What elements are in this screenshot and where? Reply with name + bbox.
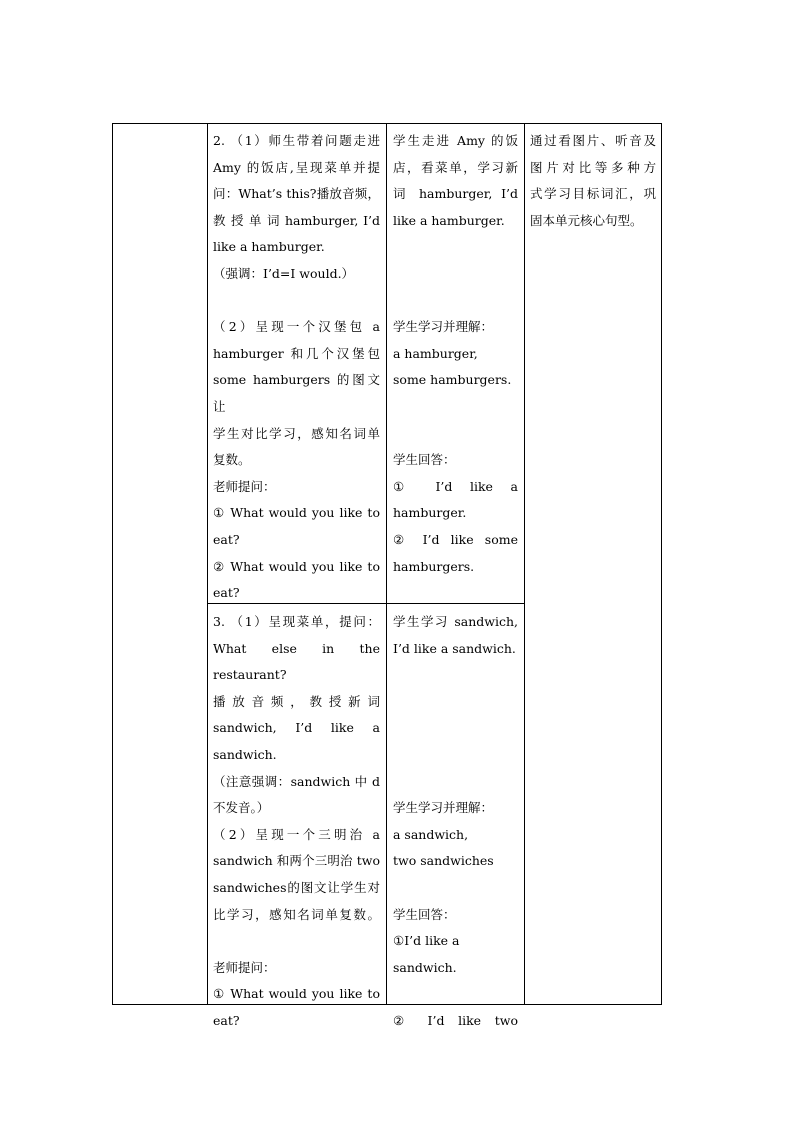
text-line: a hamburger, bbox=[393, 345, 478, 361]
text-line bbox=[393, 715, 518, 742]
teacher-activity-cell-1 bbox=[213, 128, 380, 607]
text-line: 老师提问： bbox=[213, 478, 276, 494]
text-line: 老师提问： bbox=[213, 959, 276, 975]
text-line: two sandwiches bbox=[393, 853, 494, 869]
text-line: （2）呈现一个汉堡包 a bbox=[213, 319, 380, 335]
text-line bbox=[393, 234, 518, 261]
text-line: a sandwich, bbox=[393, 826, 469, 842]
text-line: ② I’d like two bbox=[393, 1012, 518, 1028]
text-line: sandwich 和两个三明治 two bbox=[213, 853, 380, 869]
table-top-border bbox=[112, 123, 662, 124]
text-line: ① I’d like a bbox=[393, 478, 518, 494]
text-line: 学生学习并理解： bbox=[393, 800, 494, 816]
text-line bbox=[393, 769, 518, 796]
text-line: like a hamburger. bbox=[213, 239, 325, 255]
student-activity-cell-2 bbox=[393, 609, 518, 1035]
column-divider-1 bbox=[207, 123, 208, 1005]
text-line: ① What would you like to bbox=[213, 986, 380, 1002]
text-line: 2. （1）师生带着问题走进 bbox=[213, 133, 380, 148]
text-line: （强调：I’d=I would.） bbox=[213, 265, 355, 281]
text-line: （2）呈现一个三明治 a bbox=[213, 826, 380, 842]
text-line: 通过看图片、听音及 bbox=[530, 133, 656, 148]
text-line: 学生走进 Amy 的饭 bbox=[393, 133, 518, 148]
text-line: 图片对比等多种方 bbox=[530, 159, 656, 175]
text-line: 比学习，感知名词单复数。 bbox=[213, 906, 380, 922]
text-line: 播 放 音 频 ， 教 授 新 词 bbox=[213, 693, 380, 709]
text-line: some hamburgers. bbox=[393, 372, 512, 388]
text-line: sandwiches的图文让学生对 bbox=[213, 879, 380, 895]
text-line: sandwich. bbox=[213, 746, 277, 762]
text-line bbox=[213, 928, 380, 955]
student-activity-cell-1 bbox=[393, 128, 518, 580]
table-right-border bbox=[661, 123, 662, 1005]
text-line: 词 hamburger, I’d bbox=[393, 186, 518, 202]
text-line: I’d like a sandwich. bbox=[393, 640, 516, 656]
text-line: hamburgers. bbox=[393, 558, 475, 574]
text-line: eat? bbox=[213, 531, 240, 547]
text-line bbox=[393, 421, 518, 448]
text-line: 式学习目标词汇，巩 bbox=[530, 186, 656, 202]
text-line: 店，看菜单，学习新 bbox=[393, 159, 518, 175]
column-divider-2 bbox=[386, 123, 387, 1005]
text-line: hamburger. bbox=[393, 505, 467, 521]
text-line bbox=[393, 981, 518, 1008]
text-line: 不发音。） bbox=[213, 800, 270, 816]
text-line: ② What would you like to bbox=[213, 558, 380, 574]
text-line bbox=[213, 288, 380, 315]
text-line: hamburger 和几个汉堡包 bbox=[213, 345, 380, 361]
text-line: 3. （1）呈现菜单，提问： bbox=[213, 614, 380, 629]
text-line: 学生回答： bbox=[393, 452, 456, 468]
text-line: 教 授 单 词 hamburger, I’d bbox=[213, 212, 380, 228]
text-line: eat? bbox=[213, 1012, 240, 1028]
text-line: 学生对比学习，感知名词单 bbox=[213, 425, 380, 441]
text-line: sandwich, I’d like a bbox=[213, 720, 380, 736]
text-line: 复数。 bbox=[213, 452, 251, 468]
text-line: 学生回答： bbox=[393, 906, 456, 922]
teacher-activity-cell-2 bbox=[213, 609, 380, 1035]
text-line: What else in the restaurant? bbox=[213, 640, 380, 683]
text-line: 问：What’s this?播放音频， bbox=[213, 186, 380, 202]
table-left-border bbox=[112, 123, 113, 1005]
text-line bbox=[393, 394, 518, 421]
text-line bbox=[393, 742, 518, 769]
text-line: some hamburgers 的图文让 bbox=[213, 372, 380, 414]
text-line: ② I’d like some bbox=[393, 531, 518, 547]
text-line bbox=[393, 288, 518, 315]
text-line bbox=[393, 662, 518, 689]
text-line: 学生学习并理解： bbox=[393, 319, 494, 335]
text-line: 固本单元核心句型。 bbox=[530, 212, 643, 228]
text-line: like a hamburger. bbox=[393, 212, 505, 228]
text-line bbox=[393, 261, 518, 288]
text-line: eat? bbox=[213, 585, 240, 601]
text-line bbox=[393, 875, 518, 902]
table-bottom-border bbox=[112, 1004, 662, 1005]
design-purpose-cell bbox=[530, 128, 656, 234]
text-line bbox=[393, 689, 518, 716]
text-line: 学生学习 sandwich, bbox=[393, 614, 518, 629]
text-line: （注意强调：sandwich 中 d bbox=[213, 773, 380, 789]
text-line: Amy 的饭店,呈现菜单并提 bbox=[213, 159, 380, 175]
text-line: ① What would you like to bbox=[213, 505, 380, 521]
column-divider-3 bbox=[524, 123, 525, 1005]
text-line: ①I’d like a sandwich. bbox=[393, 933, 460, 975]
